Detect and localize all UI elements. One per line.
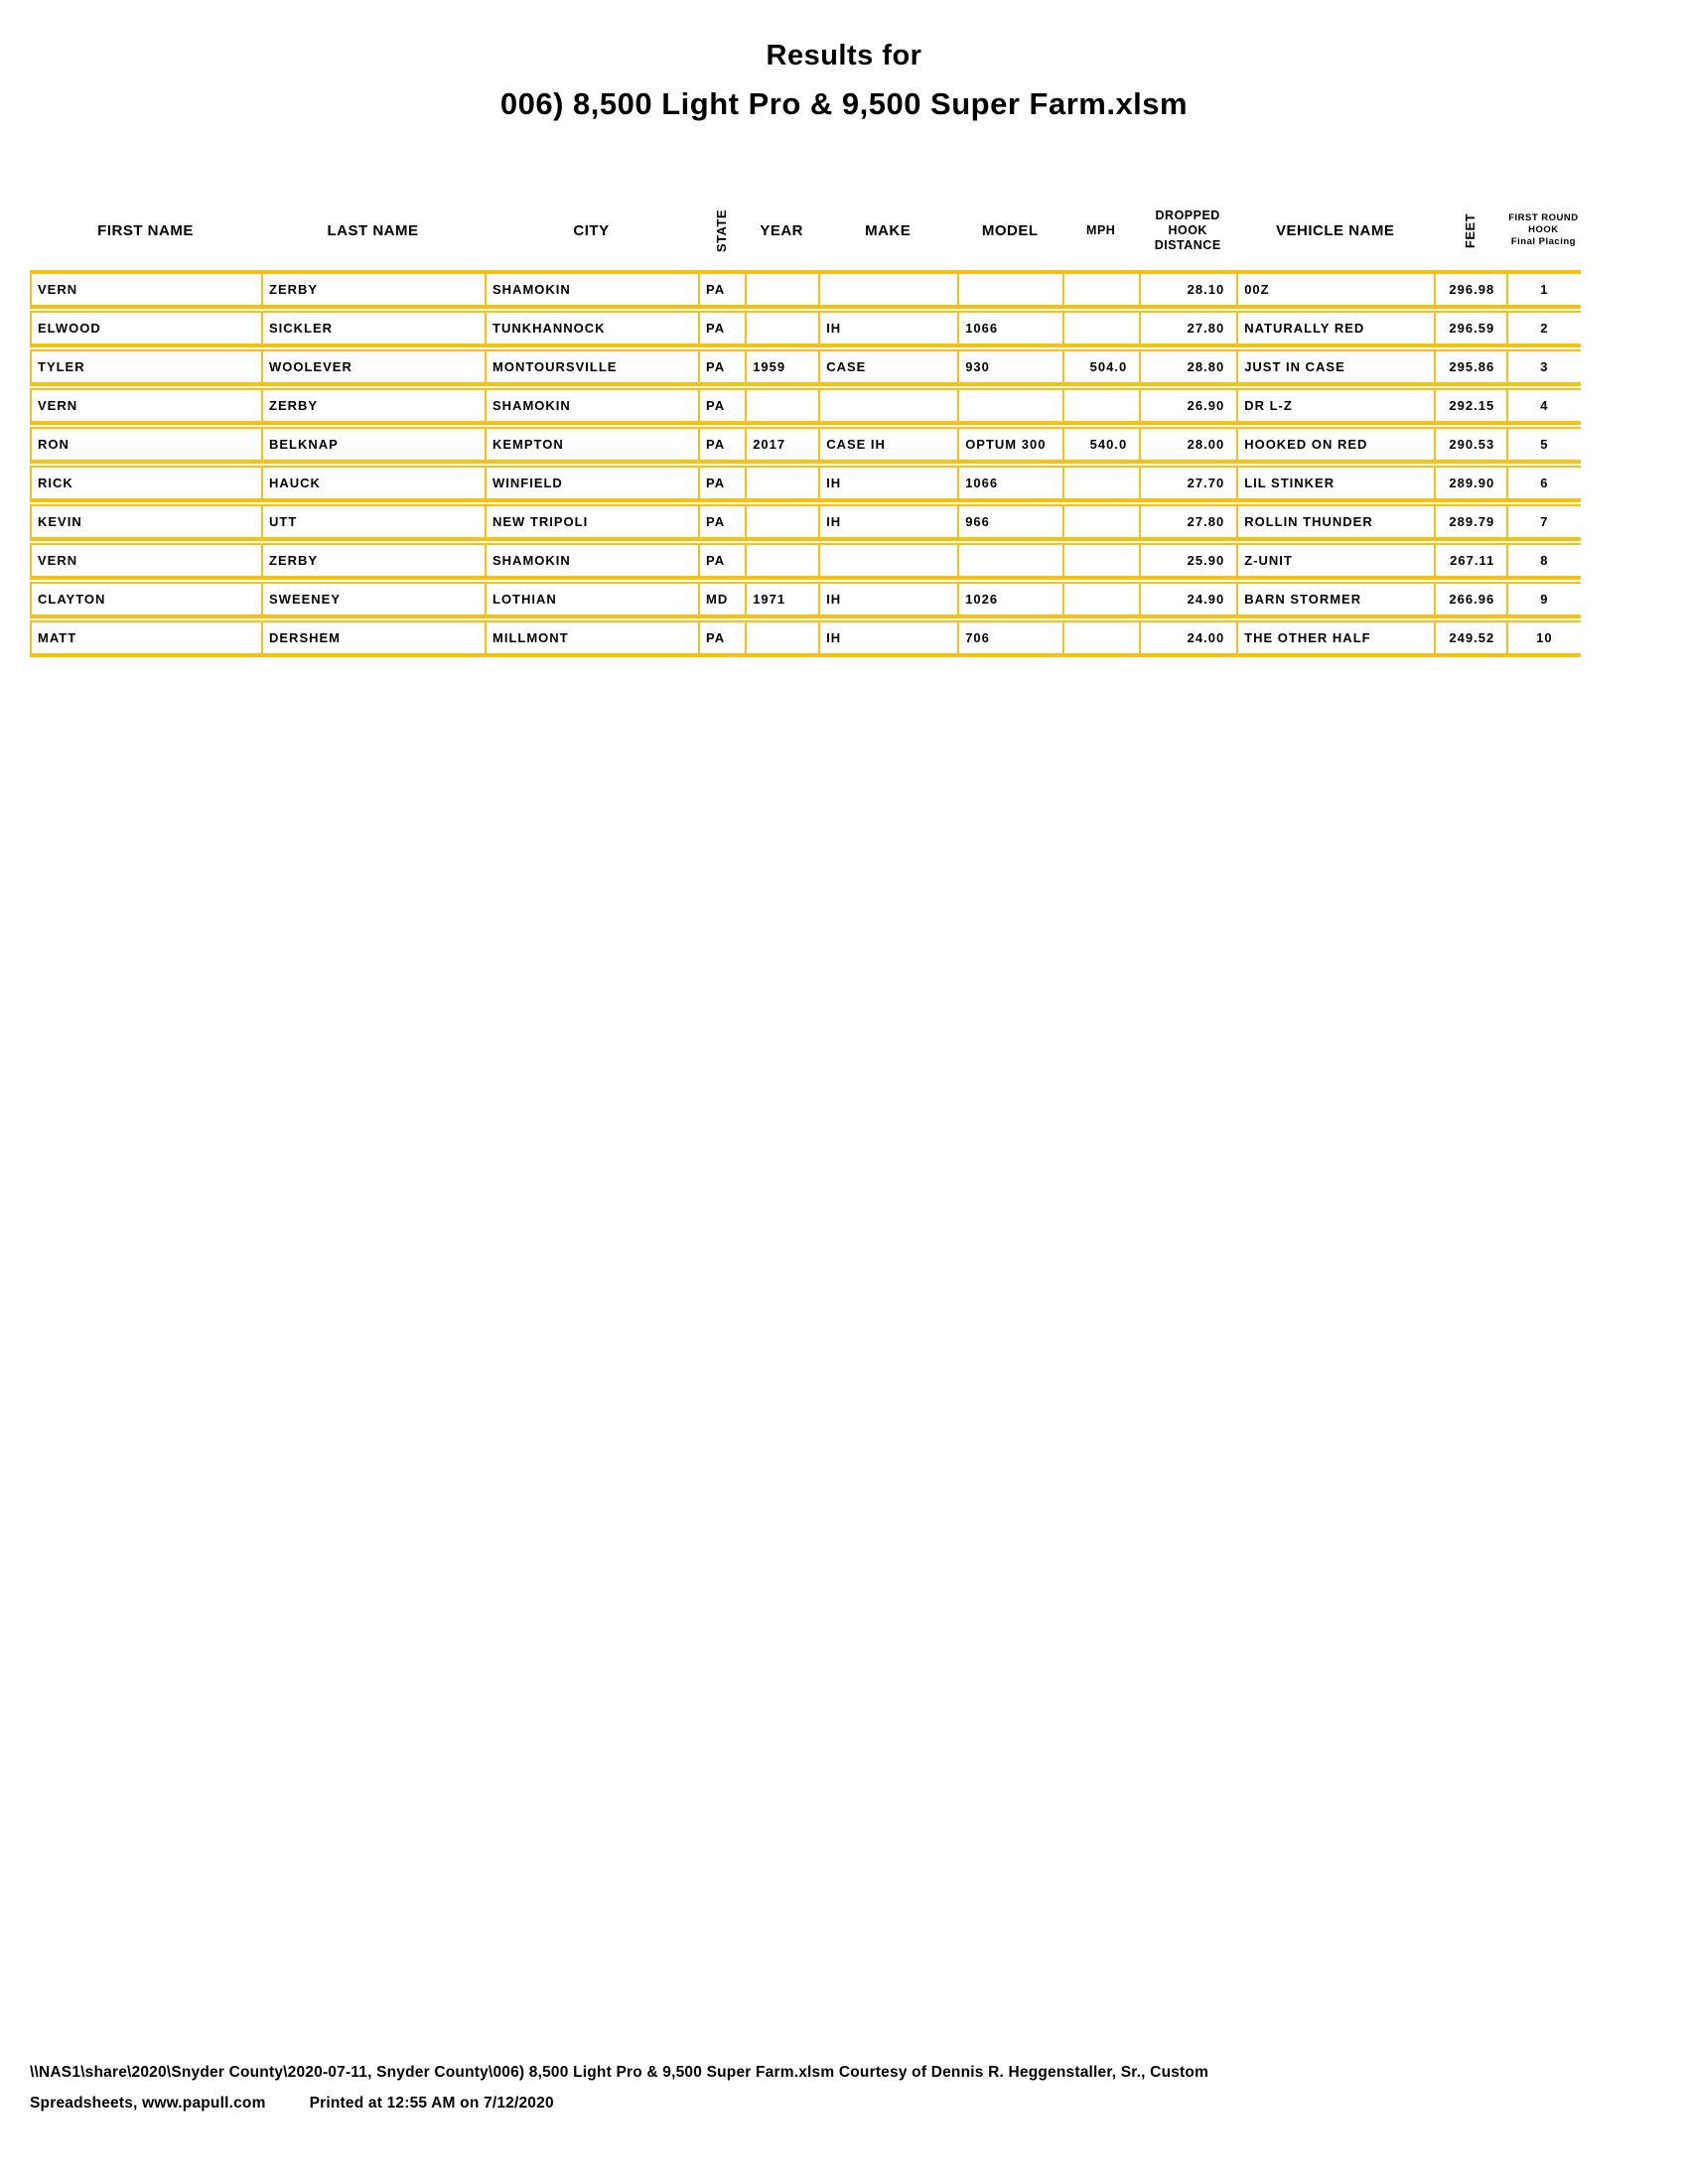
cell-vehicle: LIL STINKER (1236, 466, 1434, 502)
cell-mph (1062, 543, 1139, 580)
column-header-line: HOOK (1528, 224, 1559, 235)
title-block (0, 0, 1688, 122)
cell-dropped: 27.80 (1139, 504, 1236, 541)
cell-feet: 266.96 (1434, 582, 1506, 618)
cell-city: SHAMOKIN (485, 388, 698, 425)
page-title: Results for (766, 40, 922, 71)
cell-make: CASE IH (818, 427, 957, 464)
cell-feet: 249.52 (1434, 620, 1506, 657)
cell-last-name: DERSHEM (261, 620, 485, 657)
cell-first-name: ELWOOD (30, 311, 261, 347)
table-row (30, 466, 1581, 502)
cell-state: PA (698, 388, 745, 425)
cell-year (745, 270, 818, 309)
cell-year (745, 311, 818, 347)
results-table-header (30, 193, 1581, 268)
cell-mph (1062, 620, 1139, 657)
cell-vehicle: Z-UNIT (1236, 543, 1434, 580)
cell-dropped: 24.90 (1139, 582, 1236, 618)
cell-state: PA (698, 620, 745, 657)
cell-first-name: VERN (30, 270, 261, 309)
column-header-line: Final Placing (1510, 236, 1576, 247)
cell-mph (1062, 270, 1139, 309)
cell-vehicle: 00Z (1236, 270, 1434, 309)
footer-file-path: \\NAS1\share\2020\Snyder County\2020-07-11, Snyder County\006) 8,500 Light Pro & 9,500 Super Farm.xlsm Courtesy of Dennis R. Heggenstaller, Sr., Custom (30, 2064, 1209, 2081)
table-row (30, 620, 1581, 657)
cell-vehicle: DR L-Z (1236, 388, 1434, 425)
cell-mph (1062, 388, 1139, 425)
footer (30, 2057, 1668, 2118)
results-table-body (30, 270, 1581, 657)
cell-first-name: TYLER (30, 349, 261, 386)
table-row (30, 311, 1581, 347)
cell-dropped: 28.00 (1139, 427, 1236, 464)
cell-year: 1959 (745, 349, 818, 386)
column-header-feet (1434, 193, 1506, 268)
column-header-mph: MPH (1086, 223, 1116, 237)
cell-feet: 292.15 (1434, 388, 1506, 425)
cell-state: PA (698, 466, 745, 502)
column-header-last-name: LAST NAME (327, 221, 419, 239)
cell-first-name: RICK (30, 466, 261, 502)
cell-city: MONTOURSVILLE (485, 349, 698, 386)
cell-city: WINFIELD (485, 466, 698, 502)
cell-dropped: 25.90 (1139, 543, 1236, 580)
cell-dropped: 28.80 (1139, 349, 1236, 386)
cell-year (745, 504, 818, 541)
cell-last-name: ZERBY (261, 270, 485, 309)
cell-last-name: ZERBY (261, 388, 485, 425)
cell-state: PA (698, 270, 745, 309)
cell-model (957, 388, 1062, 425)
table-row (30, 543, 1581, 580)
cell-dropped: 27.80 (1139, 311, 1236, 347)
cell-first-name: VERN (30, 543, 261, 580)
cell-first-name: MATT (30, 620, 261, 657)
cell-city: MILLMONT (485, 620, 698, 657)
cell-model: 1066 (957, 311, 1062, 347)
cell-make: IH (818, 620, 957, 657)
table-row (30, 349, 1581, 386)
cell-model: 706 (957, 620, 1062, 657)
footer-printed-timestamp: Printed at 12:55 AM on 7/12/2020 (309, 2095, 554, 2112)
table-row (30, 270, 1581, 309)
column-header-dropped (1139, 193, 1236, 268)
header-row (30, 193, 1581, 268)
cell-feet: 296.98 (1434, 270, 1506, 309)
cell-dropped: 24.00 (1139, 620, 1236, 657)
cell-year (745, 388, 818, 425)
cell-city: SHAMOKIN (485, 543, 698, 580)
cell-last-name: UTT (261, 504, 485, 541)
cell-make: IH (818, 504, 957, 541)
cell-last-name: HAUCK (261, 466, 485, 502)
cell-placing: 10 (1506, 620, 1580, 657)
cell-placing: 6 (1506, 466, 1580, 502)
cell-mph (1062, 582, 1139, 618)
cell-make (818, 270, 957, 309)
footer-credit: Spreadsheets, www.papull.com (30, 2095, 266, 2112)
column-header-make: MAKE (865, 221, 912, 239)
cell-model: 966 (957, 504, 1062, 541)
cell-last-name: SICKLER (261, 311, 485, 347)
cell-city: TUNKHANNOCK (485, 311, 698, 347)
cell-dropped: 27.70 (1139, 466, 1236, 502)
cell-placing: 8 (1506, 543, 1580, 580)
table-row (30, 427, 1581, 464)
cell-city: KEMPTON (485, 427, 698, 464)
results-table-wrap (30, 191, 1581, 659)
cell-year (745, 466, 818, 502)
column-header-rotated-label: STATE (714, 208, 730, 252)
cell-placing: 1 (1506, 270, 1580, 309)
cell-placing: 9 (1506, 582, 1580, 618)
cell-mph (1062, 311, 1139, 347)
cell-year: 1971 (745, 582, 818, 618)
page-subtitle: 006) 8,500 Light Pro & 9,500 Super Farm.xlsm (499, 86, 1189, 121)
cell-first-name: KEVIN (30, 504, 261, 541)
cell-state: PA (698, 504, 745, 541)
cell-state: MD (698, 582, 745, 618)
cell-make: CASE (818, 349, 957, 386)
cell-first-name: RON (30, 427, 261, 464)
table-row (30, 504, 1581, 541)
cell-first-name: CLAYTON (30, 582, 261, 618)
cell-state: PA (698, 311, 745, 347)
column-header-first-name: FIRST NAME (97, 221, 194, 239)
cell-placing: 7 (1506, 504, 1580, 541)
results-table (30, 191, 1581, 659)
cell-vehicle: HOOKED ON RED (1236, 427, 1434, 464)
cell-mph (1062, 466, 1139, 502)
cell-feet: 296.59 (1434, 311, 1506, 347)
cell-vehicle: NATURALLY RED (1236, 311, 1434, 347)
footer-line2 (30, 2088, 1668, 2118)
cell-mph: 540.0 (1062, 427, 1139, 464)
cell-year (745, 543, 818, 580)
cell-model: 930 (957, 349, 1062, 386)
column-header-rotated-label: FEET (1463, 212, 1478, 248)
cell-last-name: WOOLEVER (261, 349, 485, 386)
cell-feet: 289.79 (1434, 504, 1506, 541)
cell-placing: 3 (1506, 349, 1580, 386)
cell-make (818, 388, 957, 425)
column-header-line: DROPPED (1155, 207, 1220, 222)
cell-vehicle: ROLLIN THUNDER (1236, 504, 1434, 541)
table-row (30, 388, 1581, 425)
column-header-line: HOOK (1168, 222, 1207, 237)
cell-make: IH (818, 582, 957, 618)
cell-make: IH (818, 311, 957, 347)
cell-make: IH (818, 466, 957, 502)
cell-placing: 4 (1506, 388, 1580, 425)
column-header-year: YEAR (760, 221, 804, 239)
cell-last-name: BELKNAP (261, 427, 485, 464)
cell-model (957, 270, 1062, 309)
cell-state: PA (698, 543, 745, 580)
cell-placing: 5 (1506, 427, 1580, 464)
column-header-state (698, 193, 745, 268)
column-header-line: DISTANCE (1154, 237, 1221, 252)
cell-mph: 504.0 (1062, 349, 1139, 386)
table-row (30, 582, 1581, 618)
cell-model (957, 543, 1062, 580)
cell-feet: 267.11 (1434, 543, 1506, 580)
cell-vehicle: THE OTHER HALF (1236, 620, 1434, 657)
cell-placing: 2 (1506, 311, 1580, 347)
cell-make (818, 543, 957, 580)
column-header-city: CITY (573, 221, 610, 239)
cell-first-name: VERN (30, 388, 261, 425)
cell-year (745, 620, 818, 657)
cell-feet: 295.86 (1434, 349, 1506, 386)
cell-state: PA (698, 427, 745, 464)
cell-model: 1026 (957, 582, 1062, 618)
cell-vehicle: JUST IN CASE (1236, 349, 1434, 386)
cell-last-name: ZERBY (261, 543, 485, 580)
column-header-placing (1506, 193, 1580, 268)
cell-feet: 289.90 (1434, 466, 1506, 502)
column-header-model: MODEL (981, 221, 1039, 239)
cell-model: 1066 (957, 466, 1062, 502)
cell-mph (1062, 504, 1139, 541)
cell-dropped: 26.90 (1139, 388, 1236, 425)
cell-model: OPTUM 300 (957, 427, 1062, 464)
cell-last-name: SWEENEY (261, 582, 485, 618)
cell-feet: 290.53 (1434, 427, 1506, 464)
column-header-line: FIRST ROUND (1508, 212, 1579, 223)
cell-city: SHAMOKIN (485, 270, 698, 309)
cell-vehicle: BARN STORMER (1236, 582, 1434, 618)
cell-city: LOTHIAN (485, 582, 698, 618)
cell-city: NEW TRIPOLI (485, 504, 698, 541)
column-header-vehicle: VEHICLE NAME (1276, 221, 1395, 239)
cell-state: PA (698, 349, 745, 386)
cell-dropped: 28.10 (1139, 270, 1236, 309)
cell-year: 2017 (745, 427, 818, 464)
